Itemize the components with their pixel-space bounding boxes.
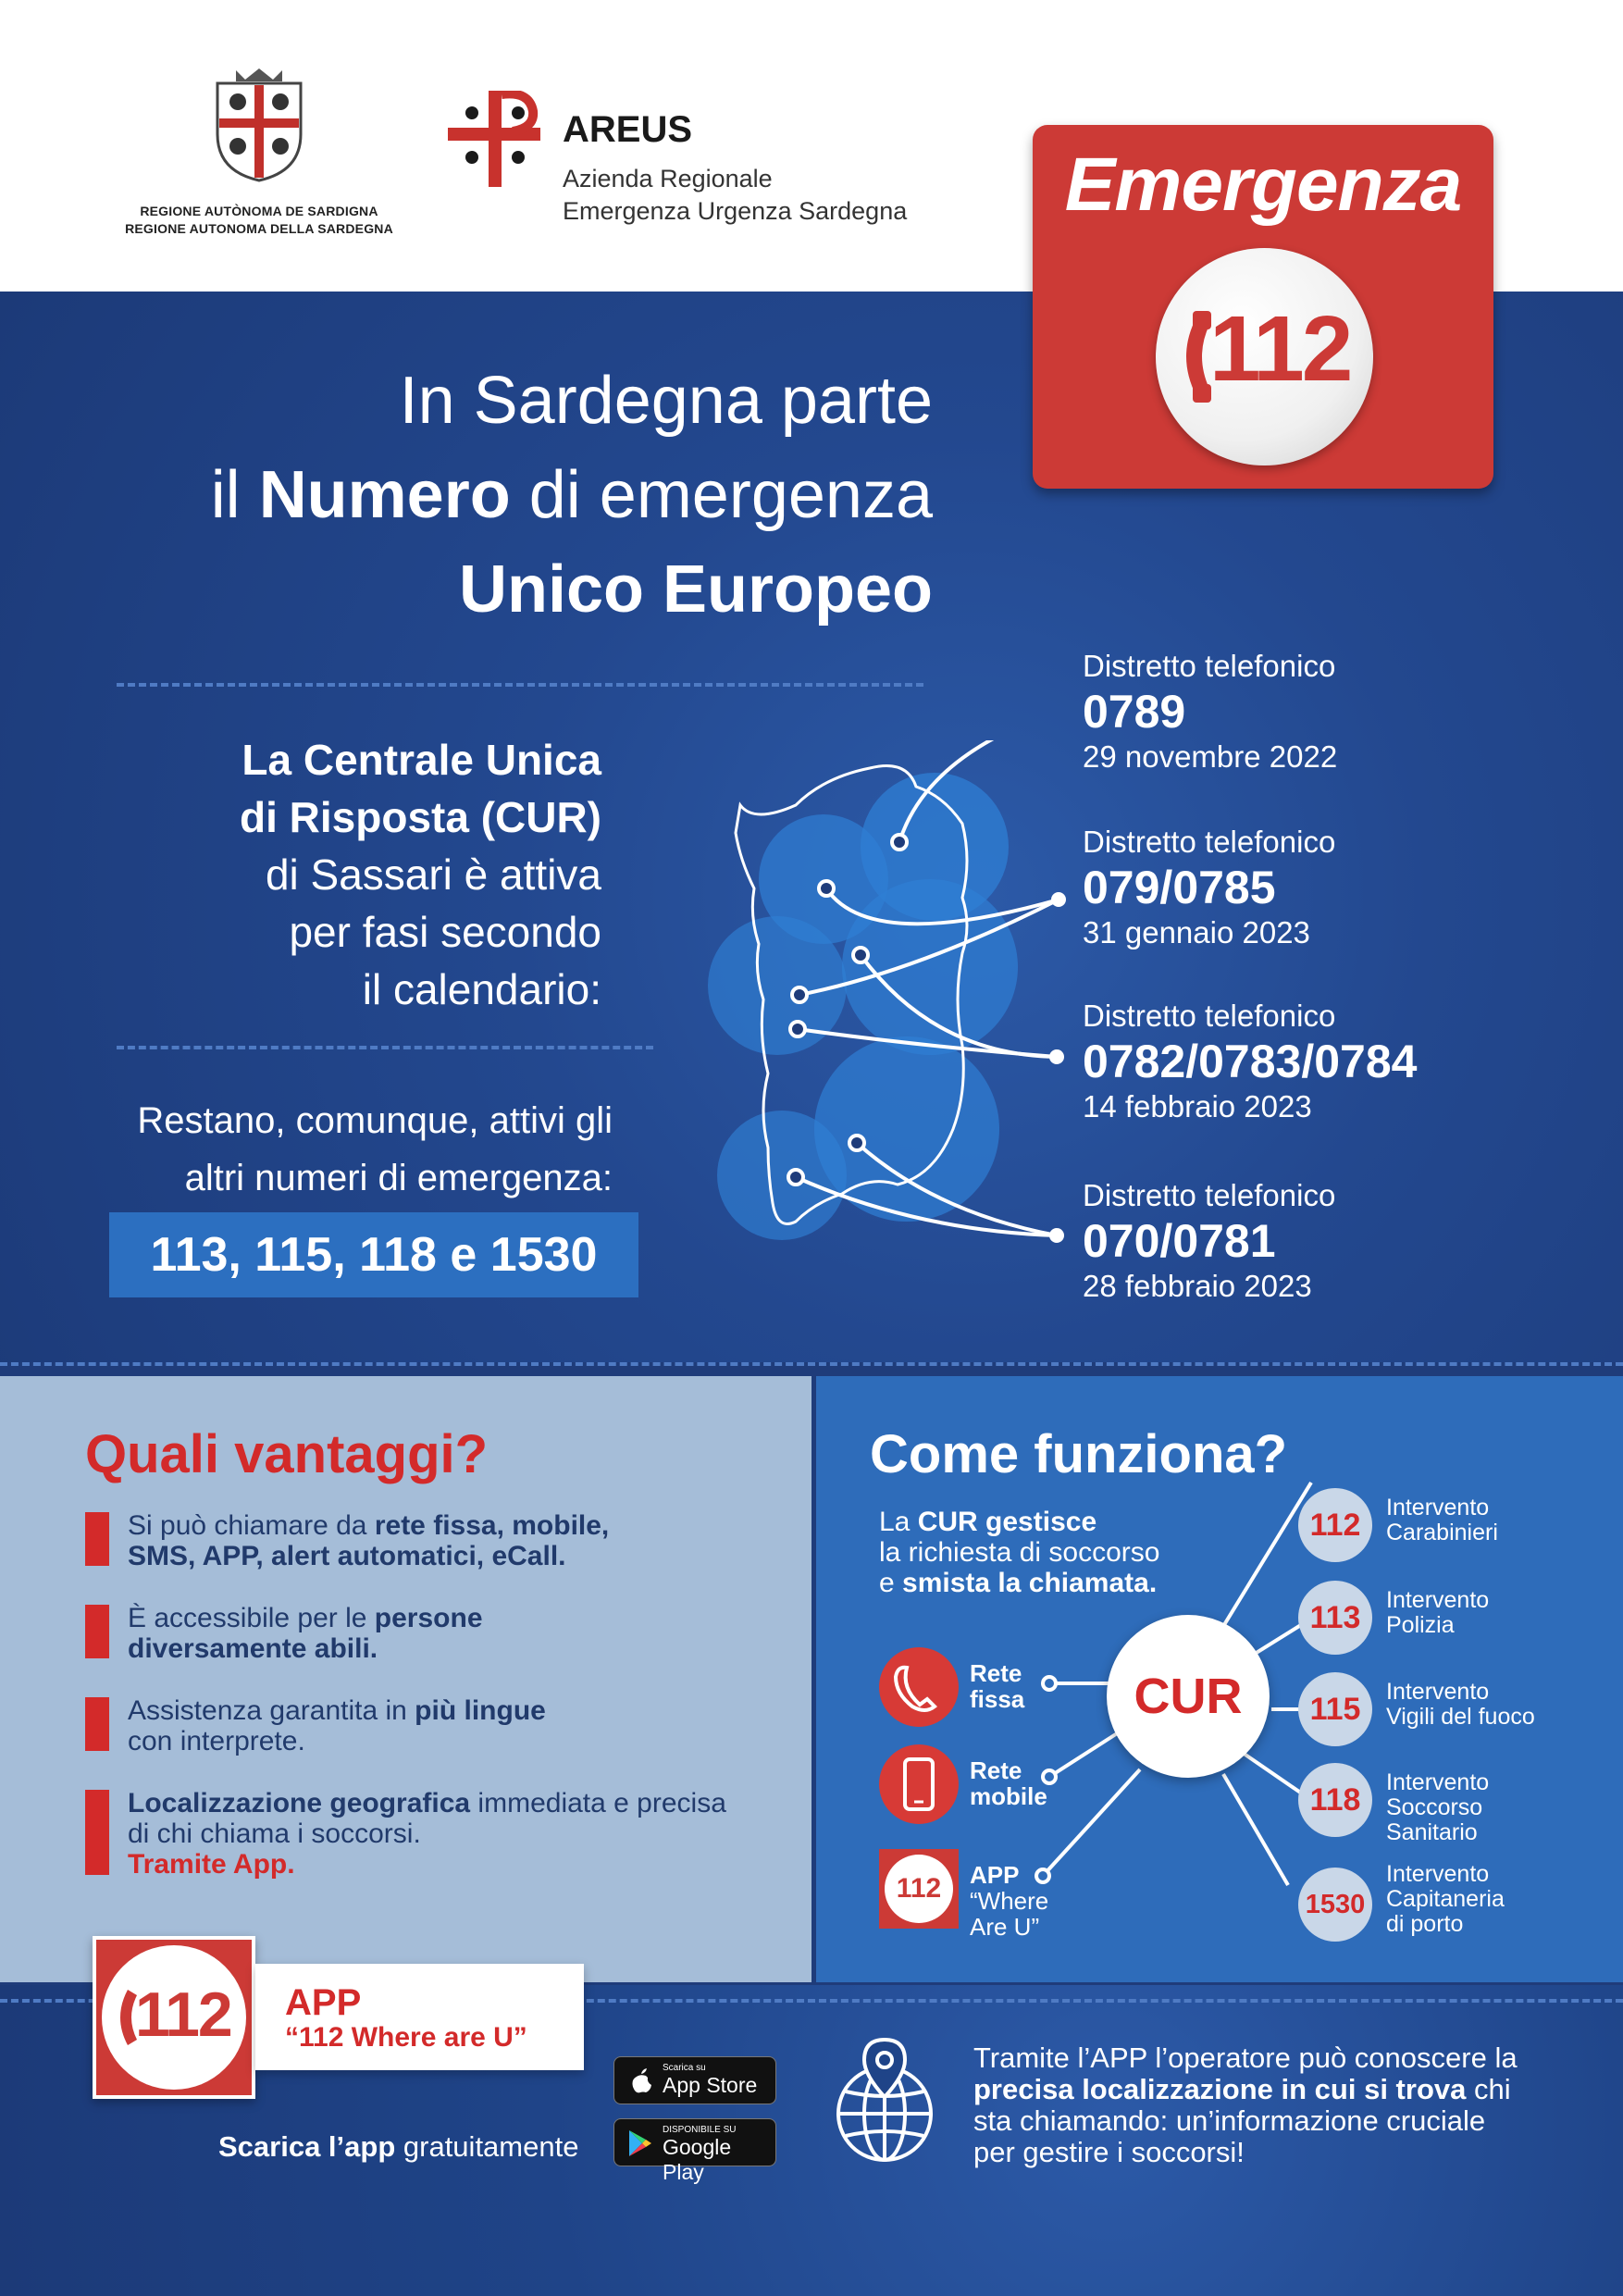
emergency-badge	[1033, 125, 1493, 489]
headline-line2: il Numero di emergenza	[210, 458, 933, 532]
advantage-item: Si può chiamare da rete fissa, mobile, SMS, APP, alert automatici, eCall.	[85, 1510, 788, 1575]
cur-description: La Centrale Unica di Risposta (CUR) di Sassari è attiva per fasi secondo il calendario:	[240, 736, 601, 1013]
divider	[117, 683, 923, 687]
areus-subtitle-line2: Emergenza Urgenza Sardegna	[563, 197, 908, 225]
areus-subtitle	[563, 163, 907, 228]
sardinia-crest-icon	[208, 65, 310, 185]
badge-circle	[1156, 248, 1373, 465]
cur-intro: La CUR gestisce la richiesta di soccorso e smista la chiamata.	[879, 1507, 1160, 1598]
divider	[117, 1046, 653, 1049]
app-112-icon: 112	[879, 1849, 959, 1929]
advantage-item: È accessibile per le persone diversamente abili.	[85, 1603, 788, 1668]
district-0782-0783-0784: Distretto telefonico 0782/0783/0784 14 febbraio 2023	[1083, 999, 1418, 1123]
cur-center: CUR	[1107, 1615, 1270, 1778]
divider	[0, 1362, 1623, 1366]
district-0789: Distretto telefonico 0789 29 novembre 2022	[1083, 649, 1338, 774]
badge-number: 112	[1209, 297, 1351, 401]
how-it-works-title: Come funziona?	[870, 1424, 1288, 1484]
region-name-italian: REGIONE AUTONOMA DELLA SARDEGNA	[125, 221, 393, 236]
region-logo	[120, 65, 398, 238]
headline-line1: In Sardegna parte	[399, 364, 933, 438]
other-numbers-text: Restano, comunque, attivi gli altri numeri di emergenza:	[137, 1100, 613, 1198]
google-play-button[interactable]: DISPONIBILE SU Google Play	[613, 2118, 776, 2166]
app-label: APP “112 Where are U”	[255, 1964, 584, 2070]
app-store-button[interactable]: Scarica su App Store	[613, 2056, 776, 2104]
app-description: Tramite l’APP l’operatore può conoscere la precisa localizzazione in cui si trova chi sta chiamando: un’informazione cruciale per gestire i soccorsi!	[973, 2042, 1518, 2168]
google-play-icon	[626, 2128, 653, 2158]
advantage-item: Localizzazione geografica immediata e precisa di chi chiama i soccorsi. Tramite App.	[85, 1788, 788, 1885]
areus-subtitle-line1: Azienda Regionale	[563, 165, 773, 192]
apple-icon	[627, 2066, 653, 2096]
sardinia-map	[685, 740, 1092, 1296]
other-numbers-box: 113, 115, 118 e 1530	[109, 1212, 638, 1297]
advantages-title: Quali vantaggi?	[85, 1424, 489, 1484]
mobile-icon	[879, 1744, 959, 1824]
download-text: Scarica l’app gratuitamente	[218, 2130, 579, 2163]
areus-name: AREUS	[563, 109, 693, 150]
badge-title: Emergenza	[1064, 143, 1462, 227]
district-070-0781: Distretto telefonico 070/0781 28 febbraio 2023	[1083, 1178, 1336, 1303]
areus-logo-icon	[448, 91, 550, 192]
district-079-0785: Distretto telefonico 079/0785 31 gennaio 2023	[1083, 825, 1336, 949]
region-name-sardinian: REGIONE AUTÒNOMA DE SARDIGNA	[140, 204, 378, 218]
phone-icon	[879, 1647, 959, 1727]
advantage-item: Assistenza garantita in più lingue con interprete.	[85, 1695, 788, 1760]
headline-line3: Unico Europeo	[458, 552, 933, 627]
app-112-badge: 112	[93, 1936, 255, 2099]
globe-location-icon	[829, 2036, 940, 2166]
